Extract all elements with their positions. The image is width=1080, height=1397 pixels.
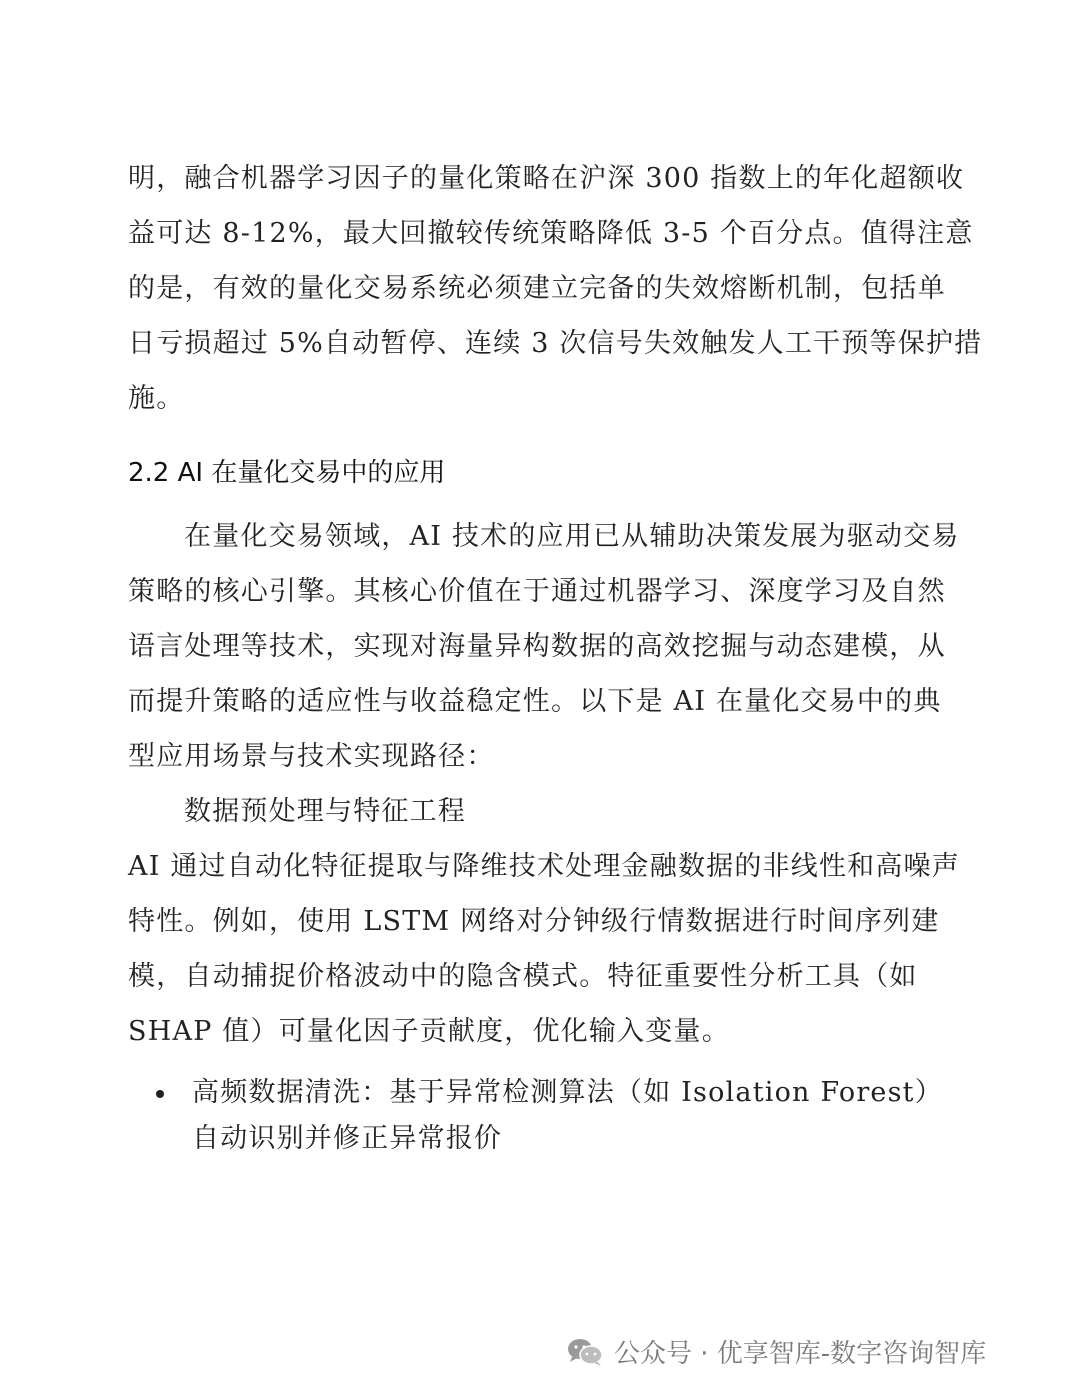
paragraph-line: 特性。例如，使用 LSTM 网络对分钟级行情数据进行时间序列建 <box>128 906 940 937</box>
paragraph-line: 型应用场景与技术实现路径： <box>128 741 495 772</box>
paragraph-line: 策略的核心引擎。其核心价值在于通过机器学习、深度学习及自然 <box>128 576 946 607</box>
bullet-line: 自动识别并修正异常报价 <box>192 1123 503 1154</box>
bullet-line: 高频数据清洗：基于异常检测算法（如 Isolation Forest） <box>192 1077 943 1108</box>
watermark <box>566 1333 986 1370</box>
watermark-text: 公众号 · 优享智库-数字咨询智库 <box>614 1339 987 1369</box>
paragraph-line: 施。 <box>128 383 185 414</box>
section-heading: 2.2 AI 在量化交易中的应用 <box>128 458 446 488</box>
paragraph-line: 模，自动捕捉价格波动中的隐含模式。特征重要性分析工具（如 <box>128 961 918 992</box>
paragraph-line: 而提升策略的适应性与收益稳定性。以下是 AI 在量化交易中的典 <box>128 686 942 717</box>
wechat-icon <box>566 1337 604 1367</box>
paragraph-line: 益可达 8-12%，最大回撤较传统策略降低 3-5 个百分点。值得注意 <box>128 218 974 249</box>
subheading: 数据预处理与特征工程 <box>184 796 466 827</box>
paragraph-line: 在量化交易领域，AI 技术的应用已从辅助决策发展为驱动交易 <box>184 521 960 552</box>
paragraph-line: SHAP 值）可量化因子贡献度，优化输入变量。 <box>128 1016 730 1047</box>
paragraph-line: 明，融合机器学习因子的量化策略在沪深 300 指数上的年化超额收 <box>128 163 965 194</box>
paragraph-line: 的是，有效的量化交易系统必须建立完备的失效熔断机制，包括单 <box>128 273 946 304</box>
paragraph-line: 语言处理等技术，实现对海量异构数据的高效挖掘与动态建模，从 <box>128 631 946 662</box>
paragraph-line: AI 通过自动化特征提取与降维技术处理金融数据的非线性和高噪声 <box>128 851 960 882</box>
bullet-dot <box>156 1090 164 1098</box>
paragraph-line: 日亏损超过 5%自动暂停、连续 3 次信号失效触发人工干预等保护措 <box>128 328 983 359</box>
